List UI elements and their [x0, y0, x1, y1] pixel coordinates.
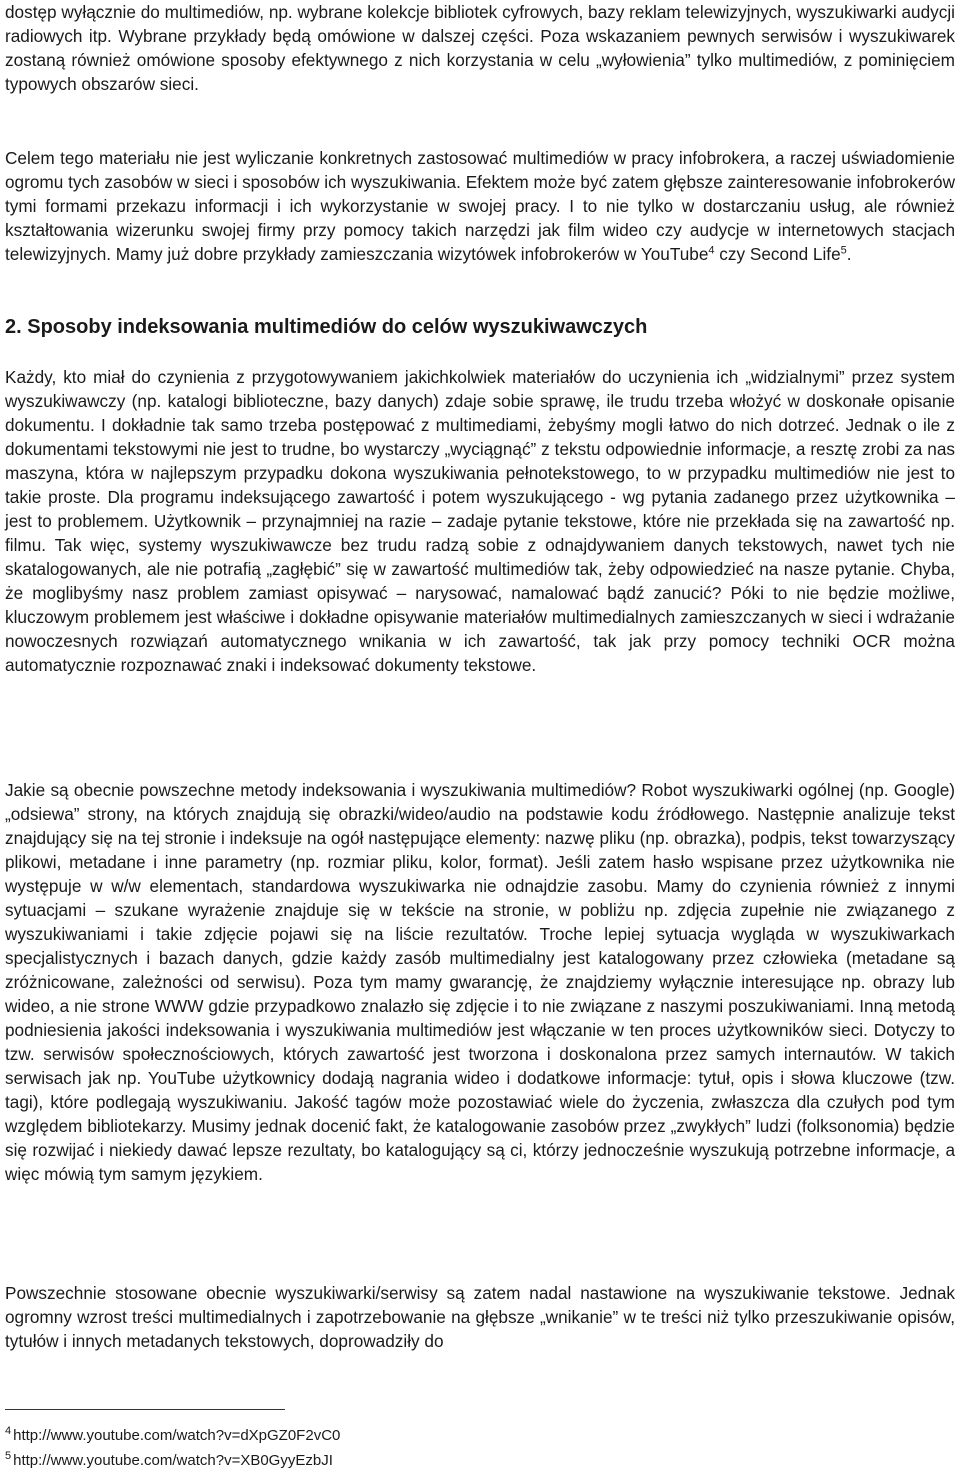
footnote-number: 4: [5, 1425, 12, 1437]
paragraph-aim-text-2: czy Second Life: [714, 244, 841, 264]
footnote-link[interactable]: http://www.youtube.com/watch?v=XB0GyyEzbJI: [13, 1452, 333, 1469]
paragraph-aim-text-3: .: [846, 244, 852, 264]
footnote-link[interactable]: http://www.youtube.com/watch?v=dXpGZ0F2vC0: [13, 1427, 341, 1444]
paragraph-aim: [5, 146, 955, 266]
footnote-5: [5, 1446, 955, 1471]
footnote-divider: [5, 1409, 285, 1410]
section-heading: 2. Sposoby indeksowania multimediów do celów wyszukiwawczych: [5, 316, 648, 338]
footnote-ref-4[interactable]: 4: [708, 244, 715, 257]
paragraph-indexing-intro: Każdy, kto miał do czynienia z przygotowywaniem jakichkolwiek materiałów do uczynienia ich „widzialnymi” przez system wyszukiwawczy (np. katalogi biblioteczne, bazy danych) zdaje sobie sprawę, ile trudu trzeba włożyć w doskonałe opisanie dokumentu. I dokładnie tak samo trzeba postępować z multimediami, żebyśmy mogli łatwo do nich dotrzeć. Jednak o ile z dokumentami tekstowymi nie jest to trudne, bo wystarczy „wyciągnąć” z tekstu odpowiednie informacje, a resztę zrobi za nas maszyna, która w najlepszym przypadku dokona wyszukiwania pełnotekstowego, to w przypadku multimediów nie jest to takie proste. Dla programu indeksującego zawartość i potem wyszukującego - wg pytania zadanego przez użytkownika – jest to problemem. Użytkownik – przynajmniej na razie – zadaje pytanie tekstowe, które nie przekłada się na zawartość np. filmu. Tak więc, systemy wyszukiwawcze bez trudu radzą sobie z odnajdywaniem danych tekstowych, nawet tych nie skatalogowanych, ale nie potrafią „zagłębić” się w zawartość multimediów tak, żeby odpowiedzieć na nasze pytanie. Chyba, że moglibyśmy nasz problem zamiast opisywać – narysować, namalować bądź zanucić? Póki to nie będzie możliwe, kluczowym problemem jest właściwe i dokładne opisywanie materiałów multimedialnych zamieszczanych w sieci i wdrażanie nowoczesnych rozwiązań automatycznego wnikania w ich zawartość, tak jak przy pomocy techniki OCR można automatycznie rozpoznawać znaki i indeksować dokumenty tekstowe.: [5, 367, 955, 675]
paragraph-intro: dostęp wyłącznie do multimediów, np. wybrane kolekcje bibliotek cyfrowych, bazy reklam telewizyjnych, wyszukiwarki audycji radiowych itp. Wybrane przykłady będą omówione w dalszej części. Poza wskazaniem pewnych serwisów i wyszukiwarek zostaną również omówione sposoby efektywnego z nich korzystania w celu „wyłowienia” tylko multimediów, z pominięciem typowych obszarów sieci.: [5, 2, 955, 94]
footnote-ref-5[interactable]: 5: [840, 244, 847, 257]
footnote-4: [5, 1421, 955, 1446]
paragraph-conclusion: Powszechnie stosowane obecnie wyszukiwarki/serwisy są zatem nadal nastawione na wyszukiwanie tekstowe. Jednak ogromny wzrost treści multimedialnych i zapotrzebowanie na głębsze „wnikanie” w te treści niż tylko przeszukiwanie opisów, tytułów i innych metadanych tekstowych, doprowadziły do: [5, 1283, 955, 1351]
paragraph-indexing-methods: Jakie są obecnie powszechne metody indeksowania i wyszukiwania multimediów? Robot wyszukiwarki ogólnej (np. Google) „odsiewa” strony, na których znajdują się obrazki/wideo/audio na podstawie kodu źródłowego. Następnie analizuje tekst znajdujący się na tej stronie i indeksuje na ogół następujące elementy: nazwę pliku (np. obrazka), podpis, tekst towarzyszący plikowi, metadane i inne parametry (np. rozmiar pliku, kolor, format). Jeśli zatem hasło wspisane przez użytkownika nie występuje w w/w elementach, standardowa wyszukiwarka nie odnajdzie zasobu. Mamy do czynienia również z innymi sytuacjami – szukane wyrażenie znajduje się w tekście na stronie, w pobliżu np. zdjęcia zupełnie nie związanego z wyszukiwaniami i takie zdjęcie pojawi się na liście rezultatów. Troche lepiej sytuacja wygląda w wyszukiwarkach specjalistycznych i bazach danych, gdzie każdy zasób multimedialny jest katalogowany przez człowieka (metadane są zróżnicowane, zależności od serwisu). Poza tym mamy gwarancję, że znajdziemy wyłącznie interesujące np. obrazy lub wideo, a nie strone WWW gdzie przypadkowo znalazło się zdjęcie i to nie związane z naszymi poszukiwaniami. Inną metodą podniesienia jakości indeksowania i wyszukiwania multimediów jest włączanie w ten proces użytkowników sieci. Dotyczy to tzw. serwisów społecznościowych, których zawartość jest tworzona i doskonalona przez samych internautów. W takich serwisach jak np. YouTube użytkownicy dodają nagrania wideo i dodatkowe informacje: tytuł, opis i słowa kluczowe (tzw. tagi), które podlegają wyszukiwaniu. Jakość tagów może pozostawiać wiele do życzenia, zwłaszcza dla czułych pod tym względem bibliotekarzy. Musimy jednak docenić fakt, że katalogowanie zasobów przez „zwykłych” ludzi (folksonomia) będzie się rozwijać i niekiedy dawać lepsze rezultaty, bo katalogujący są ci, którzy jednocześnie wyszukują potrzebne informacje, a więc mówią tym samym językiem.: [5, 780, 955, 1184]
footnotes: [5, 1421, 955, 1471]
paragraph-aim-text-1: Celem tego materiału nie jest wyliczanie konkretnych zastosować multimediów w pracy infobrokera, a raczej uświadomienie ogromu tych zasobów w sieci i sposobów ich wyszukiwania. Efektem może być zatem głębsze zainteresowanie infobrokerów tymi formami przekazu informacji i ich wykorzystanie w swojej pracy. I to nie tylko w dostarczaniu usług, ale również kształtowania wizerunku swojej firmy przy pomocy takich narzędzi jak film wideo czy audycje w internetowych stacjach telewizyjnych. Mamy już dobre przykłady zamieszczania wizytówek infobrokerów w YouTube: [5, 148, 955, 264]
footnote-number: 5: [5, 1450, 12, 1462]
